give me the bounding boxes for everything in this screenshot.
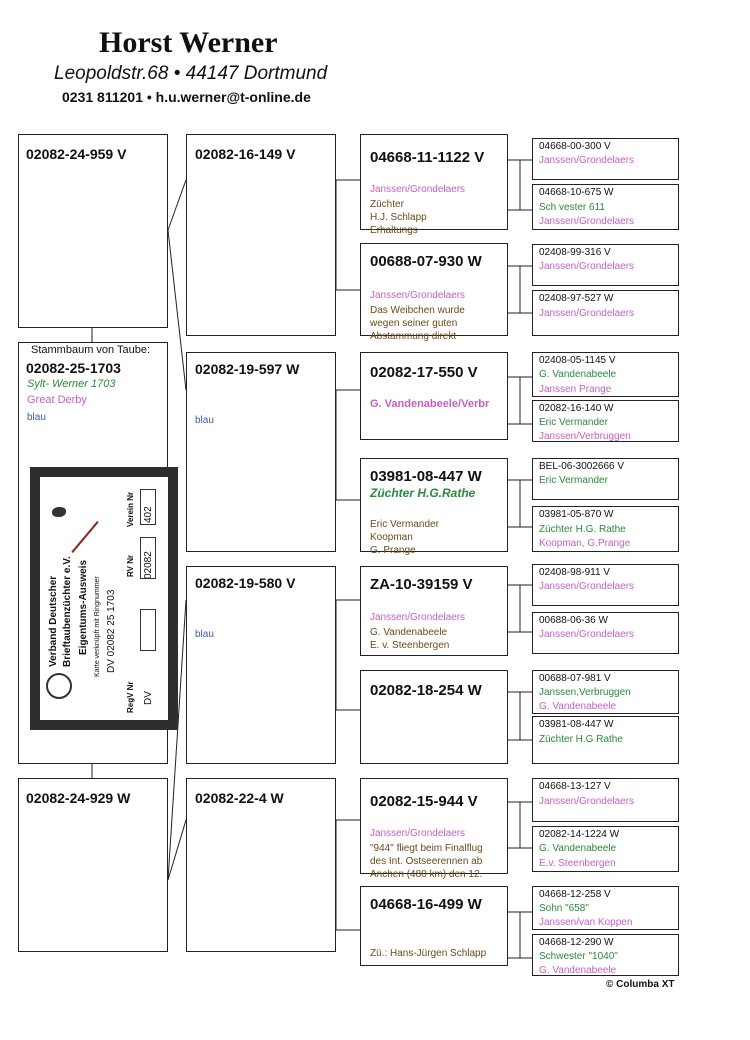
gen4-box <box>532 506 679 552</box>
gen4-ring: 04668-12-290 W <box>539 937 614 948</box>
gen4-line: G. Vandenabeele <box>539 701 617 712</box>
breeder-name: Horst Werner <box>99 26 278 59</box>
gen3-box <box>360 566 508 656</box>
gen4-ring: 02408-99-316 V <box>539 247 611 258</box>
gen4-line: Sohn "658" <box>539 903 589 914</box>
gen3-ring: 02082-18-254 W <box>370 682 482 699</box>
gen4-ring: 04668-00-300 V <box>539 141 611 152</box>
gen3-line: Das Weibchen wurde <box>370 305 465 316</box>
gen3-line: E. v. Steenbergen <box>370 640 450 651</box>
card-org2: Brieftaubenzüchter e.V. <box>62 556 73 667</box>
gen4-box <box>532 716 679 764</box>
card-subtitle: Karte verknüpft mit Ringnummer <box>94 576 101 677</box>
gen3-line: Züchter <box>370 199 404 210</box>
gen4-line: Züchter H.G Rathe <box>539 734 623 745</box>
gen4-line: E.v. Steenbergen <box>539 858 616 869</box>
gen3-line: Janssen/Grondelaers <box>370 828 466 839</box>
card-org1: Verband Deutscher <box>48 575 59 667</box>
gen4-box <box>532 612 679 654</box>
gen4-line: Janssen,Verbruggen <box>539 687 631 698</box>
gen3-line: Eric Vermander <box>370 519 439 530</box>
gen4-line: Janssen/van Koppen <box>539 917 633 928</box>
gen4-ring: 02408-05-1145 V <box>539 355 616 366</box>
gen2-box <box>186 352 336 552</box>
gen4-box <box>532 184 679 230</box>
gen2-box <box>186 566 336 764</box>
gen3-box <box>360 458 508 556</box>
gen3-box <box>360 670 508 764</box>
gen3-line: "944" fliegt beim Finalflug <box>370 843 483 854</box>
gen4-box <box>532 778 679 822</box>
mother-box <box>18 778 168 952</box>
gen4-box <box>532 670 679 714</box>
gen4-ring: 04668-13-127 V <box>539 781 611 792</box>
gen4-box <box>532 290 679 336</box>
gen4-box <box>532 352 679 397</box>
subject-ring: 02082-25-1703 <box>26 360 121 376</box>
gen3-ring: 02082-17-550 V <box>370 364 478 381</box>
gen3-ring: 03981-08-447 W <box>370 468 482 485</box>
gen4-line: Züchter H.G. Rathe <box>539 524 626 535</box>
gen2-box <box>186 134 336 336</box>
gen4-box <box>532 934 679 976</box>
subject-title: Great Derby <box>27 394 87 406</box>
gen3-line: des Int. Ostseerennen ab <box>370 856 483 867</box>
gen4-ring: 00688-06-36 W <box>539 615 608 626</box>
gen4-line: Janssen Prange <box>539 384 612 395</box>
gen3-line: Janssen/Grondelaers <box>370 612 466 623</box>
gen4-ring: 04668-10-675 W <box>539 187 614 198</box>
gen3-box <box>360 778 508 880</box>
card-field-frame <box>140 609 156 651</box>
card-field-frame <box>140 537 156 579</box>
gen2-ring: 02082-16-149 V <box>195 146 296 162</box>
card-val-verein: 402 <box>143 506 154 523</box>
gen2-color: blau <box>195 415 214 426</box>
gen3-ring: 04668-16-499 W <box>370 896 482 913</box>
gen4-box <box>532 564 679 606</box>
gen4-ring: 03981-05-870 W <box>539 509 614 520</box>
gen3-line: H.J. Schlapp <box>370 212 427 223</box>
father-ring: 02082-24-959 V <box>26 146 127 162</box>
gen3-ring: ZA-10-39159 V <box>370 576 473 593</box>
pigeon-icon <box>52 507 66 517</box>
gen3-box <box>360 886 508 966</box>
gen2-ring: 02082-19-597 W <box>195 361 300 377</box>
gen4-line: Janssen/Grondelaers <box>539 261 635 272</box>
subject-name: Sylt- Werner 1703 <box>27 378 116 390</box>
card-label-verein: Verein Nr <box>126 491 135 527</box>
gen3-line: Abstammung direkt <box>370 331 457 342</box>
gen2-color: blau <box>195 629 214 640</box>
mother-ring: 02082-24-929 W <box>26 790 131 806</box>
gen4-line: G. Vandenabeele <box>539 369 617 380</box>
gen3-line: G. Vandenabeele/Verbr <box>370 398 490 410</box>
breeder-contact: 0231 811201 • h.u.werner@t-online.de <box>62 89 311 105</box>
gen2-box <box>186 778 336 952</box>
gen4-ring: 02082-16-140 W <box>539 403 614 414</box>
pen-icon <box>71 521 98 553</box>
gen3-ring: 04668-11-1122 V <box>370 149 485 166</box>
gen4-line: Eric Vermander <box>539 475 608 486</box>
card-label-regv: RegV Nr <box>126 681 135 713</box>
gen4-line: Schwester "1040" <box>539 951 618 962</box>
subject-heading: Stammbaum von Taube: <box>31 344 151 356</box>
gen4-ring: 02408-97-527 W <box>539 293 614 304</box>
gen4-box <box>532 138 679 180</box>
gen4-line: Sch vester 611 <box>539 202 605 213</box>
gen3-line: Erhaltungs <box>370 225 418 236</box>
card-ringline: DV 02082 25 1703 <box>106 589 117 673</box>
gen3-ring: 02082-15-944 V <box>370 793 478 810</box>
gen4-box <box>532 826 679 872</box>
copyright: © Columba XT <box>606 979 675 990</box>
gen3-line: wegen seiner guten <box>370 318 458 329</box>
gen3-box <box>360 243 508 342</box>
ownership-card <box>30 467 178 730</box>
gen3-box <box>360 352 508 440</box>
gen3-line: G. Vandenabeele <box>370 627 448 638</box>
gen4-ring: 02082-14-1224 W <box>539 829 620 840</box>
gen4-line: Janssen/Grondelaers <box>539 629 635 640</box>
gen3-line: Anchen (480 km) den 12. <box>370 869 483 880</box>
gen4-box <box>532 400 679 442</box>
gen4-ring: BEL-06-3002666 V <box>539 461 625 472</box>
gen3-line: Janssen/Grondelaers <box>370 290 466 301</box>
vdb-logo-icon <box>46 673 72 699</box>
card-field-frame <box>140 489 156 525</box>
gen4-line: Janssen/Grondelaers <box>539 796 635 807</box>
gen4-line: G. Vandenabeele <box>539 843 617 854</box>
card-title: Eigentums-Ausweis <box>78 559 89 655</box>
gen4-line: Janssen/Grondelaers <box>539 155 635 166</box>
card-label-rv: RV Nr <box>126 554 135 577</box>
card-val-regv: DV <box>143 691 154 705</box>
gen2-ring: 02082-19-580 V <box>195 575 296 591</box>
gen4-line: Janssen/Grondelaers <box>539 581 635 592</box>
gen2-ring: 02082-22-4 W <box>195 790 284 806</box>
gen3-line: G. Prange <box>370 545 416 556</box>
gen3-line: Koopman <box>370 532 413 543</box>
gen4-line: Janssen/Verbruggen <box>539 431 631 442</box>
gen4-ring: 00688-07-981 V <box>539 673 611 684</box>
gen3-ring: 00688-07-930 W <box>370 253 482 270</box>
father-box <box>18 134 168 328</box>
gen4-ring: 02408-98-911 V <box>539 567 610 578</box>
gen3-box <box>360 134 508 236</box>
card-val-rv: 02082 <box>143 551 154 579</box>
gen4-line: G. Vandenabeele <box>539 965 617 976</box>
gen4-box <box>532 886 679 930</box>
breeder-address: Leopoldstr.68 • 44147 Dortmund <box>54 63 328 84</box>
gen4-ring: 04668-12-258 V <box>539 889 611 900</box>
gen4-line: Janssen/Grondelaers <box>539 308 635 319</box>
gen4-box <box>532 244 679 286</box>
gen3-line: Züchter H.G.Rathe <box>370 486 476 500</box>
gen4-line: Koopman, G.Prange <box>539 538 631 549</box>
gen3-line: Zü.: Hans-Jürgen Schlapp <box>370 948 487 959</box>
gen3-line: Janssen/Grondelaers <box>370 184 466 195</box>
gen4-box <box>532 458 679 500</box>
subject-color: blau <box>27 412 46 423</box>
gen4-line: Janssen/Grondelaers <box>539 216 635 227</box>
gen4-ring: 03981-08-447 W <box>539 719 614 730</box>
gen4-line: Eric Vermander <box>539 417 608 428</box>
